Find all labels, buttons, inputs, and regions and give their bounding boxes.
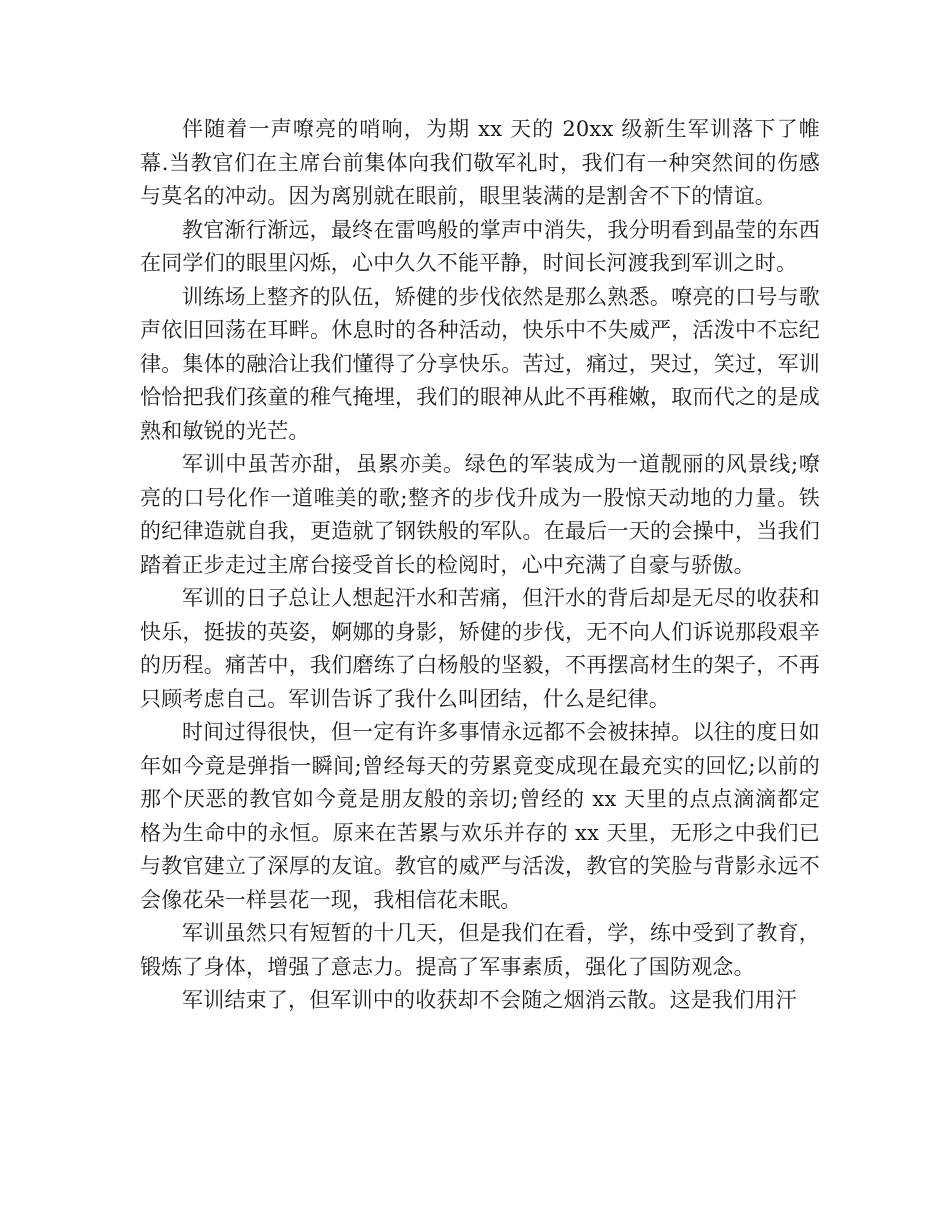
- paragraph-3: 训练场上整齐的队伍，矫健的步伐依然是那么熟悉。嘹亮的口号与歌声依旧回荡在耳畔。休息时的各种活动，快乐中不失威严，活泼中不忘纪律。集体的融洽让我们懂得了分享快乐。苦过，痛过，哭过，笑过，军训恰恰把我们孩童的稚气掩埋，我们的眼神从此不再稚嫩，取而代之的是成熟和敏锐的光芒。: [140, 284, 820, 443]
- article-body: [140, 113, 820, 1018]
- paragraph-2: 教官渐行渐远，最终在雷鸣般的掌声中消失，我分明看到晶莹的东西在同学们的眼里闪烁，心中久久不能平静，时间长河渡我到军训之时。: [140, 217, 820, 275]
- paragraph-8: 军训结束了，但军训中的收获却不会随之烟消云散。这是我们用汗: [182, 988, 797, 1012]
- paragraph-6: 时间过得很快，但一定有许多事情永远都不会被抹掉。以往的度日如年如今竟是弹指一瞬间;曾经每天的劳累竟变成现在最充实的回忆;以前的那个厌恶的教官如今竟是朋友般的亲切;曾经的 xx 天里的点点滴滴都定格为生命中的永恒。原来在苦累与欢乐并存的 xx 天里，无形之中我们已与教官建立了深厚的友谊。教官的威严与活泼，教官的笑脸与背影永远不会像花朵一样昙花一现，我相信花未眠。: [140, 720, 820, 912]
- paragraph-4: 军训中虽苦亦甜，虽累亦美。绿色的军装成为一道靓丽的风景线;嘹亮的口号化作一道唯美的歌;整齐的步伐升成为一股惊天动地的力量。铁的纪律造就自我，更造就了钢铁般的军队。在最后一天的会操中，当我们踏着正步走过主席台接受首长的检阅时，心中充满了自豪与骄傲。: [140, 452, 820, 577]
- paragraph-7: 军训虽然只有短暂的十几天，但是我们在看，学，练中受到了教育，锻炼了身体，增强了意志力。提高了军事素质，强化了国防观念。: [140, 921, 820, 979]
- paragraph-5: 军训的日子总让人想起汗水和苦痛，但汗水的背后却是无尽的收获和快乐，挺拔的英姿，婀娜的身影，矫健的步伐，无不向人们诉说那段艰辛的历程。痛苦中，我们磨练了白杨般的坚毅，不再摆高材生的架子，不再只顾考虑自己。军训告诉了我什么叫团结，什么是纪律。: [140, 586, 820, 711]
- paragraph-1: 伴随着一声嘹亮的哨响，为期 xx 天的 20xx 级新生军训落下了帷幕.当教官们在主席台前集体向我们敬军礼时，我们有一种突然间的伤感与莫名的冲动。因为离别就在眼前，眼里装满的是割舍不下的情谊。: [140, 117, 820, 208]
